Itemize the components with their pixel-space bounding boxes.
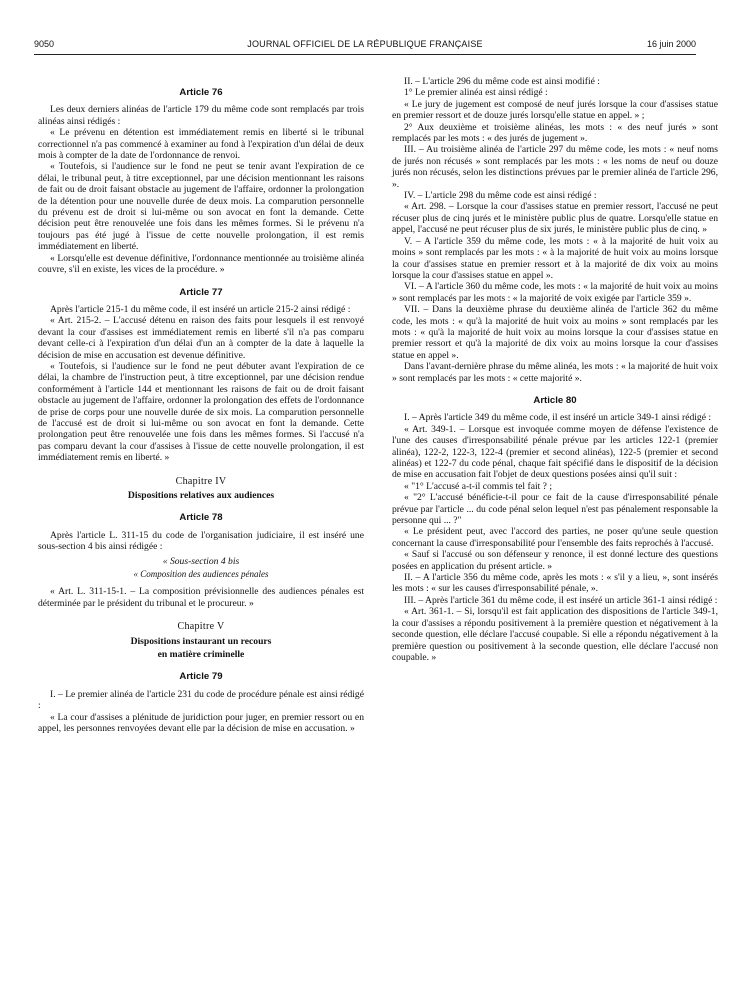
chapter-title: Dispositions relatives aux audiences bbox=[127, 490, 275, 501]
article-heading: Article 80 bbox=[533, 394, 577, 406]
paragraph: « Art. 349-1. – Lorsque est invoquée comme moyen de défense l'existence de l'une des causes d'irresponsabilité pénale prévue par les articles 122-1 (premier alinéa), 122-2, 122-3, 122-4 (premier et second alinéas), 122-5 (premier et second alinéas) et 122-7 du code pénal, chaque fait spécifié dans le dispositif de la décision de mise en accusation fait l'objet de deux questions posées ainsi qu'il suit : bbox=[392, 423, 718, 481]
page-header bbox=[34, 39, 696, 53]
paragraph: « Sauf si l'accusé ou son défenseur y renonce, il est donné lecture des questions posées en application du présent article. » bbox=[392, 549, 718, 572]
paragraph: Après l'article L. 311-15 du code de l'organisation judiciaire, il est inséré une sous-section 4 bis ainsi rédigée : bbox=[38, 529, 364, 553]
journal-title: JOURNAL OFFICIEL DE LA RÉPUBLIQUE FRANÇAISE bbox=[247, 39, 483, 49]
left-column bbox=[38, 76, 364, 735]
paragraph: « "2° L'accusé bénéficie-t-il pour ce fait de la cause d'irresponsabilité pénale prévue par l'article ... du code pénal selon lequel n'est pas pénalement responsable la personne qui ... ?" bbox=[392, 492, 718, 527]
paragraph: « Toutefois, si l'audience sur le fond ne peut se tenir avant l'expiration de ce délai, le tribunal peut, à titre exceptionnel, par une décision mentionnant les raisons de fait ou de droit faisant obstacle au jugement de l'affaire, ordonner la prolongation de la détention pour une nouvelle durée de deux mois. La comparution personnelle du prévenu est de droit si lui-même ou son avocat en font la demande. Cette décision peut être renouvelée une fois dans les mêmes formes. Si le prévenu n'a toujours pas été jugé à l'issue de cette nouvelle prolongation, il est remis immédiatement en liberté. bbox=[38, 161, 364, 253]
header-rule bbox=[34, 54, 696, 55]
article-heading: Article 78 bbox=[179, 512, 223, 524]
paragraph: III. – Après l'article 361 du même code, il est inséré un article 361-1 ainsi rédigé : bbox=[404, 594, 718, 606]
paragraph: III. – Au troisième alinéa de l'article 297 du même code, les mots : « neuf noms de jurés non récusés » sont remplacés par les mots : « les noms de neuf ou douze jurés non récusés, selon les distinctions prévues par le premier alinéa de l'article 296, ». bbox=[392, 144, 718, 190]
paragraph: « La cour d'assises a plénitude de juridiction pour juger, en premier ressort ou en appel, les personnes renvoyées devant elle par la décision de mise en accusation. » bbox=[38, 711, 364, 735]
page-number: 9050 bbox=[34, 39, 55, 49]
paragraph: « Toutefois, si l'audience sur le fond ne peut débuter avant l'expiration de ce délai, la chambre de l'instruction peut, à titre exceptionnel, par une décision rendue conformément à l'article 144 et mentionnant les raisons de fait ou de droit faisant obstacle au jugement de l'affaire, ordonner la prolongation des effets de l'ordonnance de prise de corps pour une nouvelle durée de six mois. La comparution personnelle de l'accusé est de droit si lui-même ou son avocat en font la demande. Cette prolongation peut être renouvelée une fois dans les mêmes formes. Si l'accusé n'a pas comparu devant la cour d'assises à l'issue de cette nouvelle prolongation, il est immédiatement remis en liberté. » bbox=[38, 360, 364, 464]
subsection-title: « Composition des audiences pénales bbox=[133, 569, 269, 580]
paragraph: 1° Le premier alinéa est ainsi rédigé : bbox=[404, 87, 548, 99]
paragraph: « Le président peut, avec l'accord des parties, ne poser qu'une seule question concernant la cause d'irresponsabilité pour l'ensemble des faits reprochés à l'accusé. bbox=[392, 526, 718, 549]
paragraph: « Le prévenu en détention est immédiatement remis en liberté si le tribunal correctionnel n'a pas commencé à examiner au fond à l'expiration d'un délai de deux mois à compter de la date de l'ordonnance de renvoi. bbox=[38, 127, 364, 162]
paragraph: IV. – L'article 298 du même code est ainsi rédigé : bbox=[404, 190, 597, 202]
subsection-heading: « Sous-section 4 bis bbox=[162, 555, 240, 567]
paragraph: VII. – Dans la deuxième phrase du deuxième alinéa de l'article 362 du même code, les mots : « qu'à la majorité de huit voix au moins » sont remplacés par les mots : « qu'à la majorité de huit voix au moins lorsque la cour d'assises statue en premier ressort et qu'à la majorité de dix voix au moins lorsque la cour d'assises statue en appel ». bbox=[392, 304, 718, 361]
paragraph: « Art. 298. – Lorsque la cour d'assises statue en premier ressort, l'accusé ne peut récuser plus de cinq jurés et le ministère public plus de quatre. Lorsqu'elle statue en appel, l'accusé ne peut récuser plus de six jurés, le ministère public plus de cinq. » bbox=[392, 201, 718, 236]
paragraph: I. – Le premier alinéa de l'article 231 du code de procédure pénale est ainsi rédigé : bbox=[38, 688, 364, 712]
paragraph: VI. – A l'article 360 du même code, les mots : « la majorité de huit voix au moins » sont remplacés par les mots : « la majorité de voix exigée par l'article 359 ». bbox=[392, 281, 718, 304]
right-column bbox=[392, 76, 718, 663]
chapter-heading: Chapitre V bbox=[177, 621, 225, 633]
chapter-heading: Chapitre IV bbox=[175, 475, 227, 487]
article-heading: Article 77 bbox=[179, 286, 223, 298]
chapter-title: en matière criminelle bbox=[157, 649, 245, 661]
paragraph: Après l'article 215-1 du même code, il est inséré un article 215-2 ainsi rédigé : bbox=[50, 303, 351, 315]
paragraph: « Lorsqu'elle est devenue définitive, l'ordonnance mentionnée au troisième alinéa couvre, s'il en existe, les vices de la procédure. » bbox=[38, 252, 364, 276]
article-heading: Article 79 bbox=[179, 671, 223, 683]
paragraph: « Art. 361-1. – Si, lorsqu'il est fait application des dispositions de l'article 349-1, la cour d'assises a répondu positivement à la première question et négativement à la seconde question, elle déclare l'accusé coupable. Si elle a répondu négativement à la première question ou positivement à la seconde question, elle déclare l'accusé non coupable. » bbox=[392, 606, 718, 663]
chapter-title: Dispositions instaurant un recours bbox=[130, 635, 272, 647]
paragraph: V. – A l'article 359 du même code, les mots : « à la majorité de huit voix au moins » sont remplacés par les mots : « à la majorité de huit voix au moins lorsque la cour d'assises statue en premier ressort et à la majorité de dix voix au moins lorsque la cour d'assises statue en appel ». bbox=[392, 235, 718, 281]
article-heading: Article 76 bbox=[179, 87, 223, 98]
paragraph: 2° Aux deuxième et troisième alinéas, les mots : « des neuf jurés » sont remplacés par les mots : « des jurés de jugement ». bbox=[392, 121, 718, 145]
paragraph: I. – Après l'article 349 du même code, il est inséré un article 349-1 ainsi rédigé : bbox=[404, 412, 712, 424]
paragraph: « "1° L'accusé a-t-il commis tel fait ? ; bbox=[404, 480, 553, 492]
paragraph: « Art. 215-2. – L'accusé détenu en raison des faits pour lesquels il est renvoyé devant la cour d'assises est immédiatement remis en liberté s'il n'a pas comparu devant celle-ci à l'expiration d'un délai d'un an à compter de la date à laquelle la décision de mise en accusation est devenue définitive. bbox=[38, 315, 364, 361]
paragraph: « Le jury de jugement est composé de neuf jurés lorsque la cour d'assises statue en premier ressort et de douze jurés lorsqu'elle statue en appel. » ; bbox=[392, 98, 718, 122]
paragraph: II. – A l'article 356 du même code, après les mots : « s'il y a lieu, », sont insérés les mots : « sur les causes d'irresponsabilité pénale, ». bbox=[392, 572, 718, 595]
issue-date: 16 juin 2000 bbox=[646, 39, 696, 49]
paragraph: Dans l'avant-dernière phrase du même alinéa, les mots : « la majorité de huit voix » sont remplacés par les mots : « cette majorité ». bbox=[392, 361, 718, 384]
paragraph: II. – L'article 296 du même code est ainsi modifié : bbox=[404, 76, 600, 87]
paragraph: Les deux derniers alinéas de l'article 179 du même code sont remplacés par trois alinéas ainsi rédigés : bbox=[38, 104, 364, 127]
paragraph: « Art. L. 311-15-1. – La composition prévisionnelle des audiences pénales est déterminée par le président du tribunal et le procureur. » bbox=[38, 586, 364, 609]
